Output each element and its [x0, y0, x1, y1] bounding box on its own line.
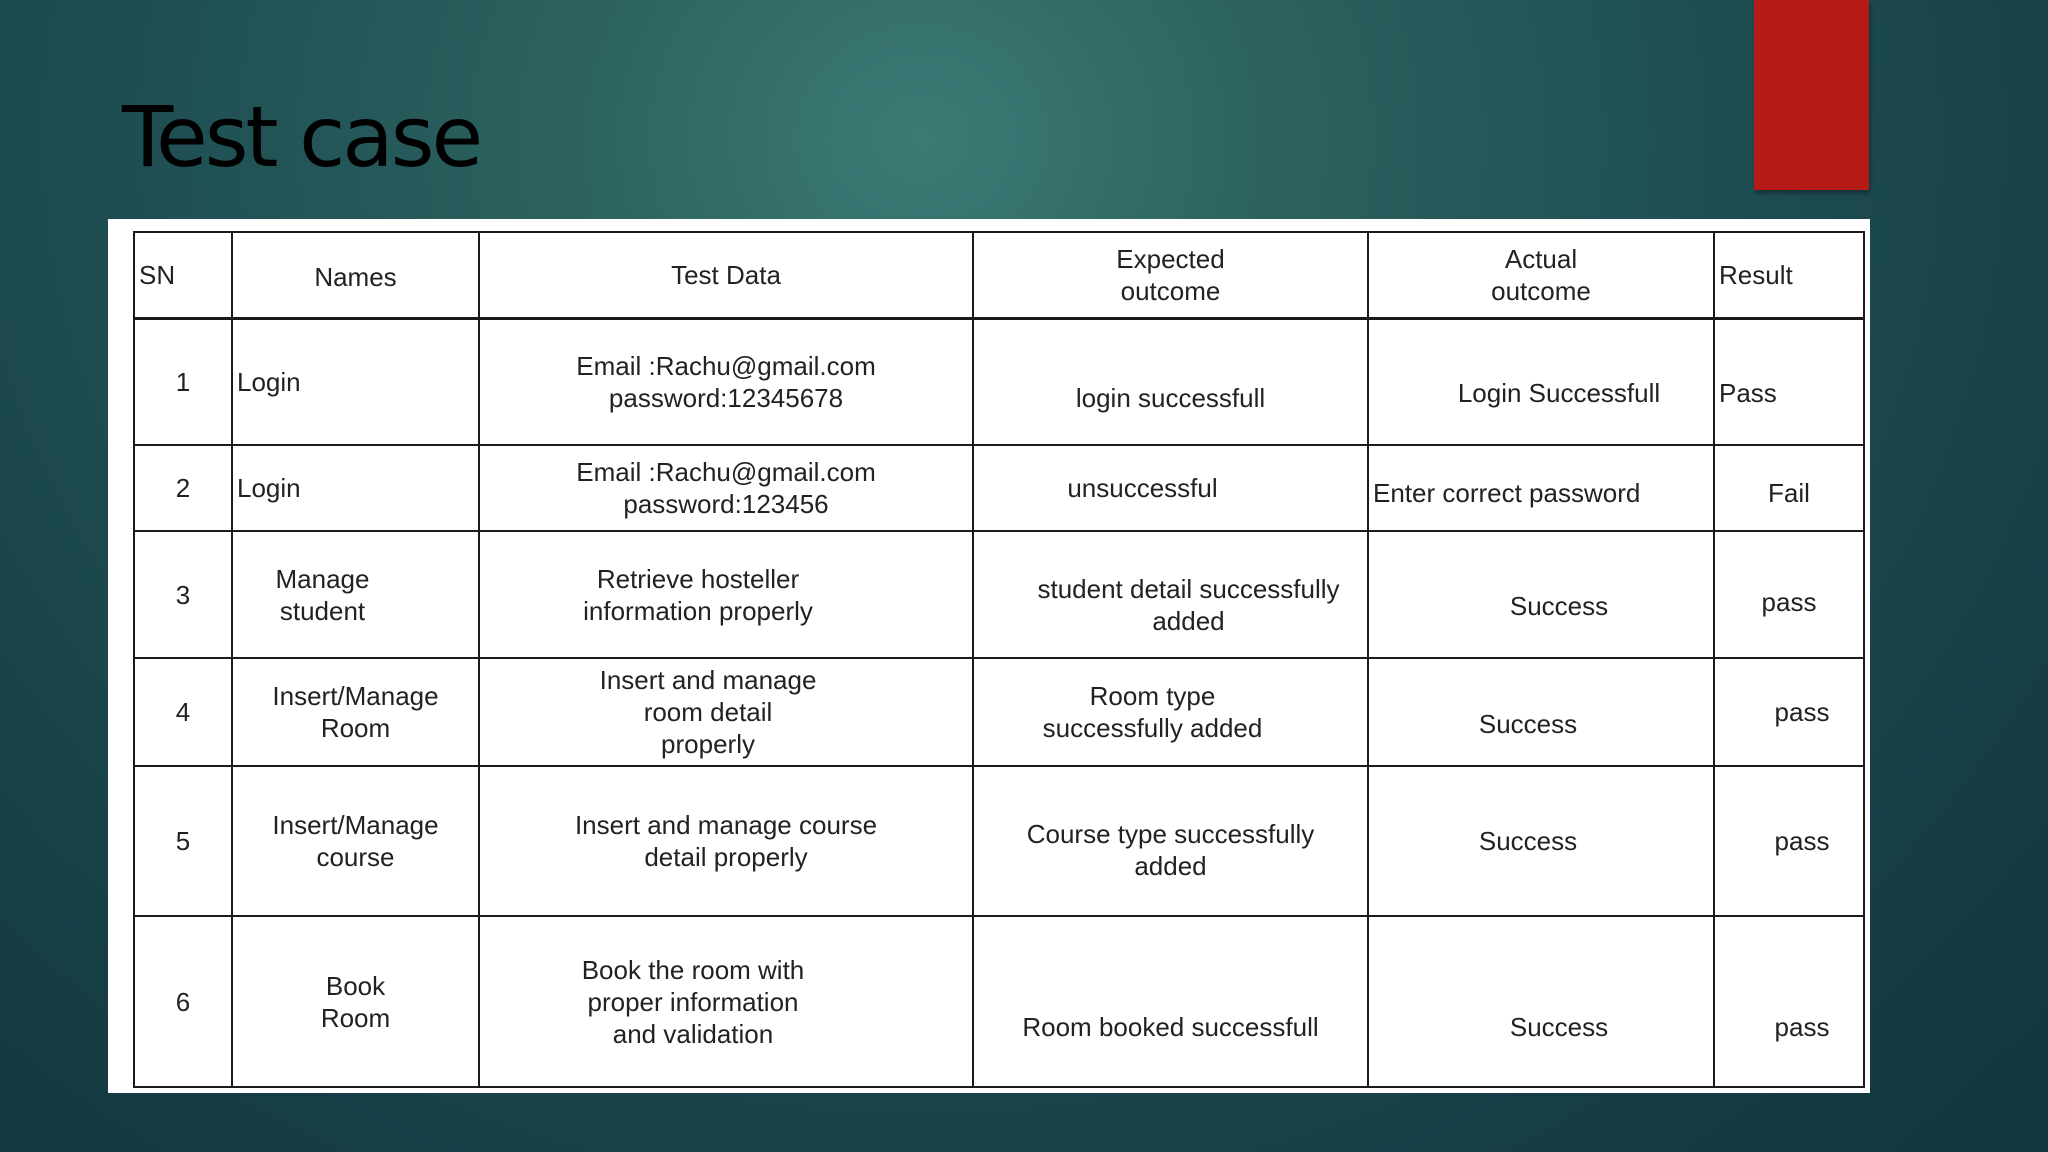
row-actual-outcome: Success [1368, 916, 1714, 1087]
header-expected-outcome: Expected outcome [973, 232, 1368, 318]
slide-title: Test case [122, 88, 481, 186]
table-row [134, 766, 1864, 916]
row-actual-outcome: Success [1368, 658, 1714, 766]
row-sn: 5 [134, 766, 232, 916]
red-accent-block [1754, 0, 1869, 190]
row-expected-outcome: login successfull [973, 318, 1368, 445]
table-row [134, 318, 1864, 445]
row-test-data: Insert and manage room detail properly [479, 658, 973, 766]
row-expected-outcome: Room type successfully added [973, 658, 1368, 766]
header-names: Names [232, 232, 479, 318]
row-name: Insert/Manage course [232, 766, 479, 916]
row-sn: 3 [134, 531, 232, 658]
row-name: Book Room [232, 916, 479, 1087]
table-header-row [134, 232, 1864, 318]
table-row [134, 916, 1864, 1087]
row-name: Manage student [232, 531, 479, 658]
row-actual-outcome: Success [1368, 766, 1714, 916]
test-case-table [133, 231, 1865, 1088]
row-expected-outcome: unsuccessful [973, 445, 1368, 531]
row-result: Pass [1714, 318, 1864, 445]
row-result: pass [1714, 658, 1864, 766]
row-test-data: Book the room with proper information and validation [479, 916, 973, 1087]
row-name: Insert/Manage Room [232, 658, 479, 766]
row-expected-outcome: Course type successfully added [973, 766, 1368, 916]
row-actual-outcome: Login Successfull [1368, 318, 1714, 445]
row-actual-outcome: Enter correct password [1368, 445, 1714, 531]
row-expected-outcome: student detail successfully added [973, 531, 1368, 658]
row-sn: 6 [134, 916, 232, 1087]
row-name: Login [232, 318, 479, 445]
row-test-data: Insert and manage course detail properly [479, 766, 973, 916]
header-test-data: Test Data [479, 232, 973, 318]
header-result: Result [1714, 232, 1864, 318]
table-row [134, 531, 1864, 658]
table-panel [108, 219, 1870, 1093]
table-row [134, 658, 1864, 766]
row-sn: 2 [134, 445, 232, 531]
row-sn: 1 [134, 318, 232, 445]
table-row [134, 445, 1864, 531]
header-actual-outcome: Actual outcome [1368, 232, 1714, 318]
row-test-data: Email :Rachu@gmail.com password:12345678 [479, 318, 973, 445]
row-result: pass [1714, 916, 1864, 1087]
row-result: pass [1714, 531, 1864, 658]
header-sn: SN [134, 232, 232, 318]
row-result: pass [1714, 766, 1864, 916]
row-actual-outcome: Success [1368, 531, 1714, 658]
row-test-data: Retrieve hosteller information properly [479, 531, 973, 658]
row-result: Fail [1714, 445, 1864, 531]
row-name: Login [232, 445, 479, 531]
row-sn: 4 [134, 658, 232, 766]
row-test-data: Email :Rachu@gmail.com password:123456 [479, 445, 973, 531]
row-expected-outcome: Room booked successfull [973, 916, 1368, 1087]
